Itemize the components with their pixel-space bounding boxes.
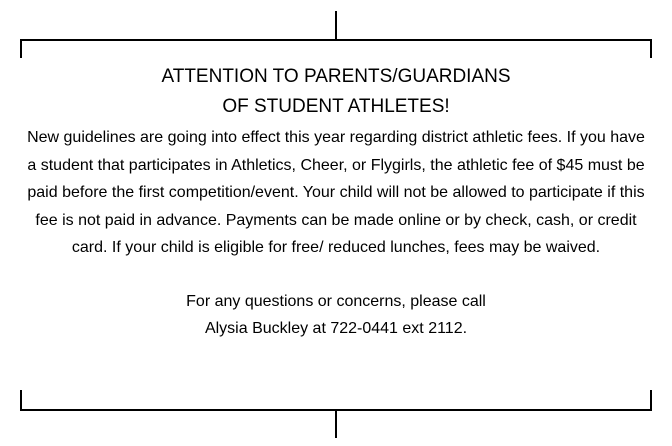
contact-line-2: Alysia Buckley at 722-0441 ext 2112. [204,320,468,337]
contact-info [24,288,648,343]
notice-title [24,62,648,122]
contact-line-1: For any questions or concerns, please call [186,292,486,310]
title-line-1: ATTENTION TO PARENTS/GUARDIANS [161,66,511,87]
top-bracket [21,40,651,58]
bottom-bracket [21,390,651,410]
notice-content [24,62,648,343]
title-line-2: OF STUDENT ATHLETES! [222,96,450,117]
notice-body: New guidelines are going into effect this year regarding district athletic fees. If you have a student that participates in Athletics, Cheer, or Flygirls, the athletic fee of $45 must be paid before the first competition/event. Your child will not be allowed to participate if this fee is not paid in advance. Payments can be made online or by check, cash, or credit card. If your child is eligible for free/ reduced lunches, fees may be waived. [27,129,645,256]
